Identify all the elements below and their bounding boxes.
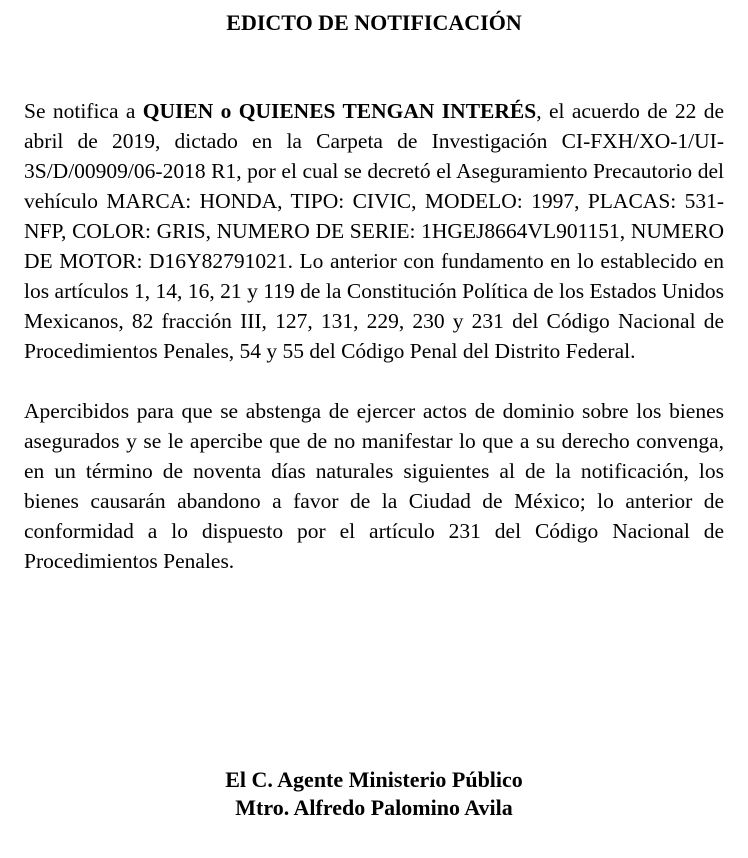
paragraph-lead: Se notifica a (24, 99, 143, 123)
notification-paragraph (24, 96, 724, 366)
addressee-emphasis: QUIEN o QUIENES TENGAN INTERÉS (142, 99, 537, 123)
document-title: EDICTO DE NOTIFICACIÓN (226, 10, 522, 35)
warning-paragraph: Apercibidos para que se abstenga de ejercer actos de dominio sobre los bienes asegurados y se le apercibe que de no manifestar lo que a su derecho convenga, en un término de noventa días naturales siguientes al de la notificación, los bienes causarán abandono a favor de la Ciudad de México; lo anterior de conformidad a lo dispuesto por el artículo 231 del Código Nacional de Procedimientos Penales. (24, 399, 724, 573)
signature-block (0, 766, 748, 822)
paragraph-body: , el acuerdo de 22 de abril de 2019, dictado en la Carpeta de Investigación CI-FXH/XO-1/UI-3S/D/00909/06-2018 R1, por el cual se decretó el Aseguramiento Precautorio del vehículo MARCA: HONDA, TIPO: CIVIC, MODELO: 1997, PLACAS: 531-NFP, COLOR: GRIS, NUMERO DE SERIE: 1HGEJ8664VL901151, NUMERO DE MOTOR: D16Y82791021. Lo anterior con fundamento en lo establecido en los artículos 1, 14, 16, 21 y 119 de la Constitución Política de los Estados Unidos Mexicanos, 82 fracción III, 127, 131, 229, 230 y 231 del Código Nacional de Procedimientos Penales, 54 y 55 del Código Penal del Distrito Federal. (24, 99, 725, 363)
signatory-name: Mtro. Alfredo Palomino Avila (235, 795, 513, 820)
signatory-title: El C. Agente Ministerio Público (225, 767, 523, 792)
